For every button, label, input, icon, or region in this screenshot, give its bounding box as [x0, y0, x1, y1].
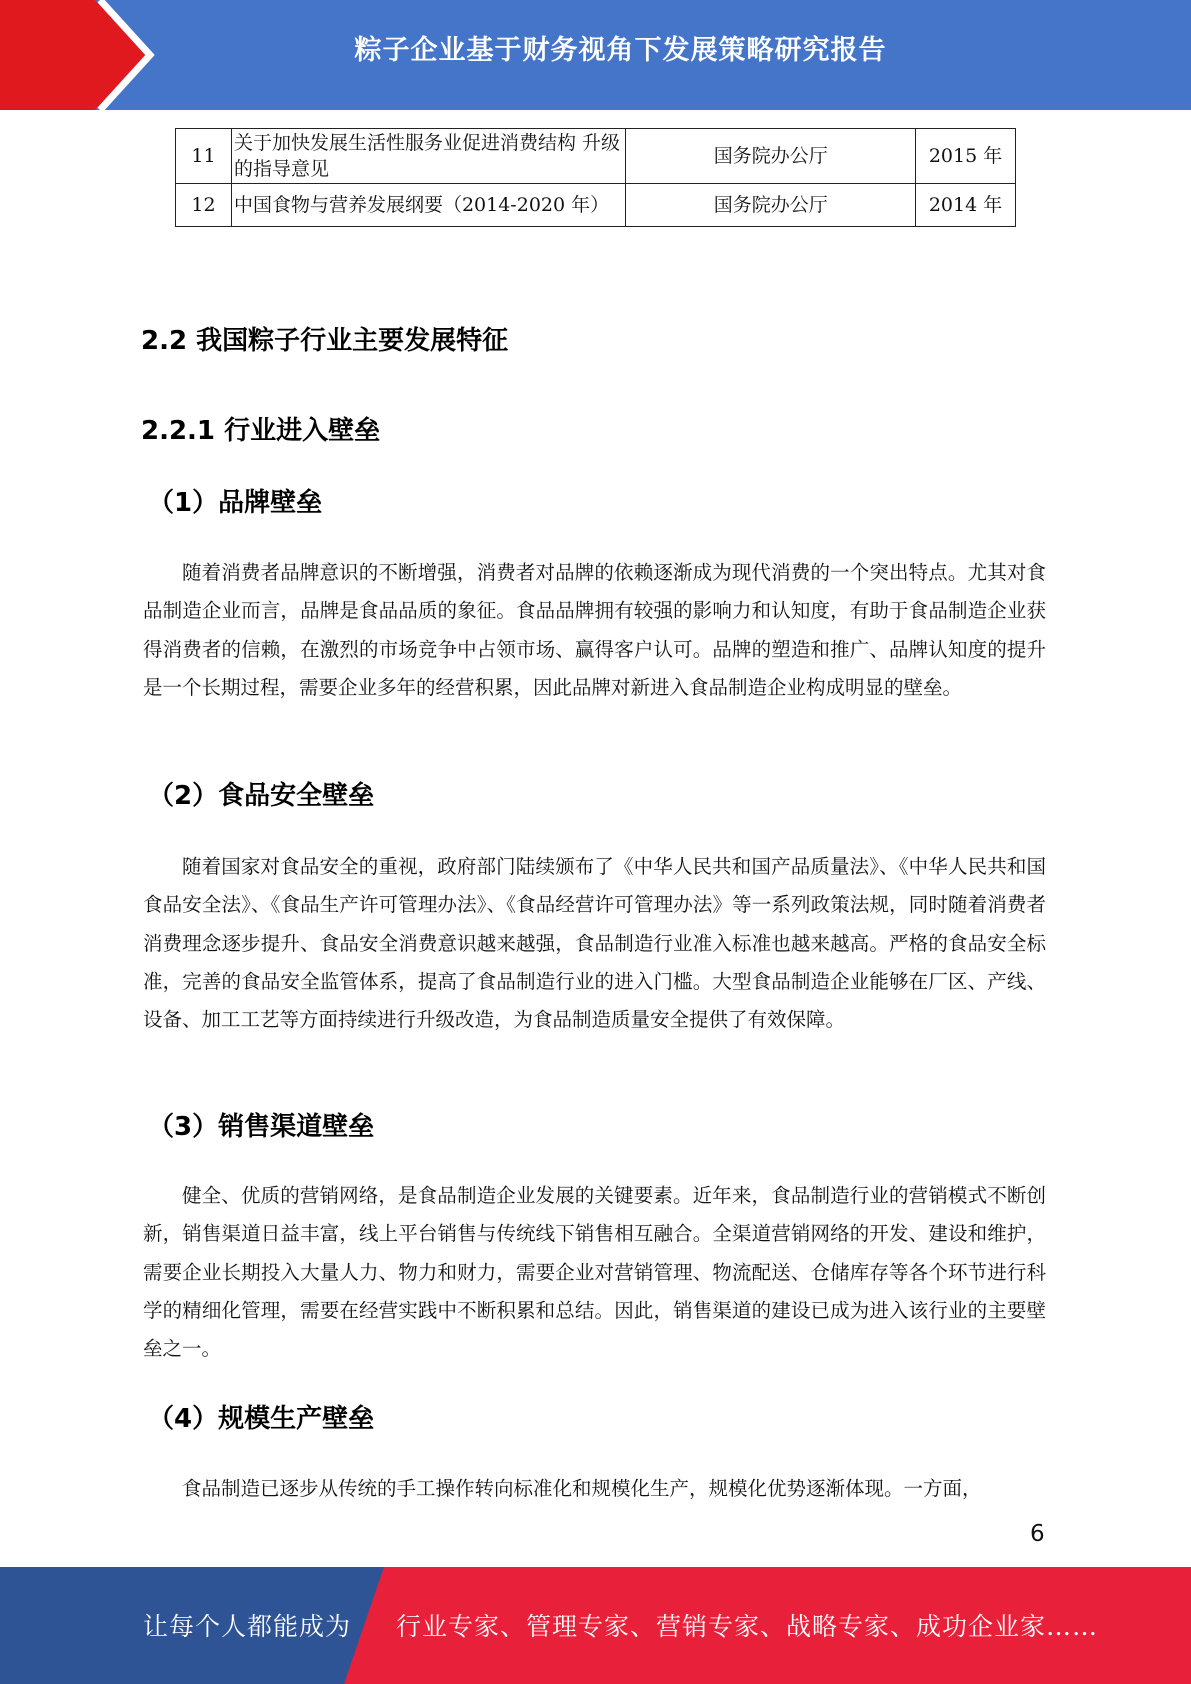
subsection-heading: 2.2.1 行业进入壁垒 [141, 416, 381, 446]
paragraph-brand: 随着消费者品牌意识的不断增强，消费者对品牌的依赖逐渐成为现代消费的一个突出特点。尤其对食品制造企业而言，品牌是食品品质的象征。食品品牌拥有较强的影响力和认知度，有助于食品制造企业获得消费者的信赖，在激烈的市场竞争中占领市场、赢得客户认可。品牌的塑造和推广、品牌认知度的提升是一个长期过程，需要企业多年的经营积累，因此品牌对新进入食品制造企业构成明显的壁垒。 [143, 561, 1046, 699]
page-footer [0, 1567, 1191, 1684]
policy-title: 中国食物与营养发展纲要（2014-2020 年） [231, 184, 626, 227]
footer-slogan-left: 让每个人都能成为 [143, 1612, 352, 1641]
paragraph-food-safety: 随着国家对食品安全的重视，政府部门陆续颁布了《中华人民共和国产品质量法》、《中华人民共和国食品安全法》、《食品生产许可管理办法》、《食品经营许可管理办法》等一系列政策法规，同时随着消费者消费理念逐步提升、食品安全消费意识越来越强，食品制造行业准入标准也越来越高。严格的食品安全标准，完善的食品安全监管体系，提高了食品制造行业的进入门槛。大型食品制造企业能够在厂区、产线、设备、加工工艺等方面持续进行升级改造，为食品制造质量安全提供了有效保障。 [143, 855, 1046, 1032]
policy-year: 2015 年 [916, 129, 1016, 184]
report-title: 粽子企业基于财务视角下发展策略研究报告 [354, 35, 887, 66]
page-header [0, 0, 1191, 110]
policy-year: 2014 年 [916, 184, 1016, 227]
item-heading-brand: （1）品牌壁垒 [148, 488, 323, 518]
footer-slogan-right: 行业专家、管理专家、营销专家、战略专家、成功企业家…… [396, 1612, 1099, 1641]
item-heading-scale-production: （4）规模生产壁垒 [148, 1404, 375, 1434]
section-heading: 2.2 我国粽子行业主要发展特征 [141, 326, 509, 356]
paragraph-sales-channel: 健全、优质的营销网络，是食品制造企业发展的关键要素。近年来，食品制造行业的营销模式不断创新，销售渠道日益丰富，线上平台销售与传统线下销售相互融合。全渠道营销网络的开发、建设和维护，需要企业长期投入大量人力、物力和财力，需要企业对营销管理、物流配送、仓储库存等各个环节进行科学的精细化管理，需要在经营实践中不断积累和总结。因此，销售渠道的建设已成为进入该行业的主要壁垒之一。 [143, 1184, 1046, 1361]
policy-title: 关于加快发展生活性服务业促进消费结构 升级的指导意见 [231, 129, 626, 184]
item-heading-food-safety: （2）食品安全壁垒 [148, 781, 375, 811]
policy-issuer: 国务院办公厅 [626, 184, 916, 227]
paragraph-scale-production: 食品制造已逐步从传统的手工操作转向标准化和规模化生产，规模化优势逐渐体现。一方面， [182, 1477, 982, 1500]
table-row [176, 184, 1016, 227]
policy-issuer: 国务院办公厅 [626, 129, 916, 184]
policy-table [175, 128, 1016, 227]
item-heading-sales-channel: （3）销售渠道壁垒 [148, 1112, 375, 1142]
row-number: 11 [176, 129, 232, 184]
row-number: 12 [176, 184, 232, 227]
page-number: 6 [1030, 1521, 1045, 1547]
table-row [176, 129, 1016, 184]
